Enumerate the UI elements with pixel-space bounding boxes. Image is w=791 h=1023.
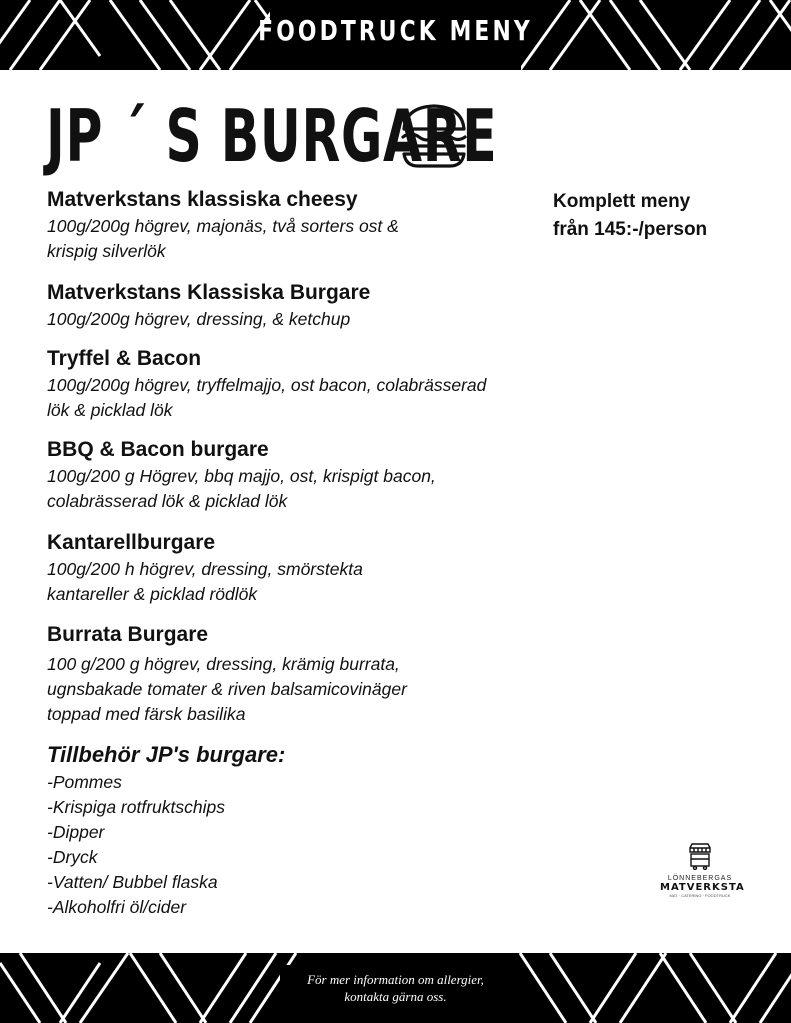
logo-main-text: MATVERKSTA — [660, 882, 745, 893]
item-description: 100g/200g högrev, majonäs, två sorters ost & — [47, 216, 399, 236]
sides-title: Tillbehör JP's burgare: — [47, 742, 286, 767]
item-name: Burrata Burgare — [47, 623, 209, 646]
burger-icon — [400, 103, 468, 169]
item-name: Kantarellburgare — [47, 531, 216, 554]
item-name: Matverkstans Klassiska Burgare — [47, 281, 371, 304]
header-band — [0, 0, 791, 70]
menu-item — [47, 279, 547, 332]
side-item: -Vatten/ Bubbel flaska — [47, 872, 218, 892]
item-name: Tryffel & Bacon — [47, 347, 202, 370]
item-description: 100g/200 g Högrev, bbq majjo, ost, krispigt bacon, — [47, 466, 436, 486]
item-description: 100g/200 h högrev, dressing, smörstekta — [47, 559, 363, 579]
header-title: FOODTRUCK MENY — [258, 14, 533, 47]
item-description: ugnsbakade tomater & riven balsamicovinäger — [47, 679, 407, 699]
item-name: BBQ & Bacon burgare — [47, 438, 269, 461]
menu-item — [47, 345, 547, 423]
menu-item — [47, 529, 547, 607]
food-truck-logo-icon — [687, 842, 713, 870]
item-description: colabrässerad lök & picklad lök — [47, 491, 288, 511]
brand-logo — [660, 842, 745, 898]
page-title: JP ´ S BURGARE — [46, 94, 498, 178]
item-description: 100g/200g högrev, tryffelmajjo, ost bacon, colabrässerad — [47, 375, 487, 395]
footer-line-2: kontakta gärna oss. — [344, 989, 447, 1004]
item-description: toppad med färsk basilika — [47, 704, 246, 724]
sides-section — [47, 740, 285, 920]
footer-line-1: För mer information om allergier, — [307, 972, 484, 987]
side-item: -Dipper — [47, 822, 105, 842]
price-line-2: från 145:-/person — [553, 219, 708, 240]
footer-band — [0, 953, 791, 1023]
item-description: 100g/200g högrev, dressing, & ketchup — [47, 309, 351, 329]
logo-sub-text: MAT · CATERING · FOODTRUCK — [669, 893, 731, 898]
logo-top-text: LÖNNEBERGAS — [667, 875, 733, 882]
side-item: -Dryck — [47, 847, 98, 867]
item-description: 100 g/200 g högrev, dressing, krämig burrata, — [47, 654, 400, 674]
menu-item — [47, 186, 547, 264]
side-item: -Alkoholfri öl/cider — [47, 897, 187, 917]
side-item: -Krispiga rotfruktschips — [47, 797, 225, 817]
side-item: -Pommes — [47, 772, 122, 792]
item-description: lök & picklad lök — [47, 400, 173, 420]
footer-note — [270, 971, 521, 1005]
item-description: kantareller & picklad rödlök — [47, 584, 258, 604]
menu-item — [47, 621, 547, 727]
price-line-1: Komplett meny — [553, 191, 691, 212]
price-info — [553, 188, 773, 244]
item-name: Matverkstans klassiska cheesy — [47, 188, 358, 211]
menu-item — [47, 436, 547, 514]
item-description: krispig silverlök — [47, 241, 166, 261]
